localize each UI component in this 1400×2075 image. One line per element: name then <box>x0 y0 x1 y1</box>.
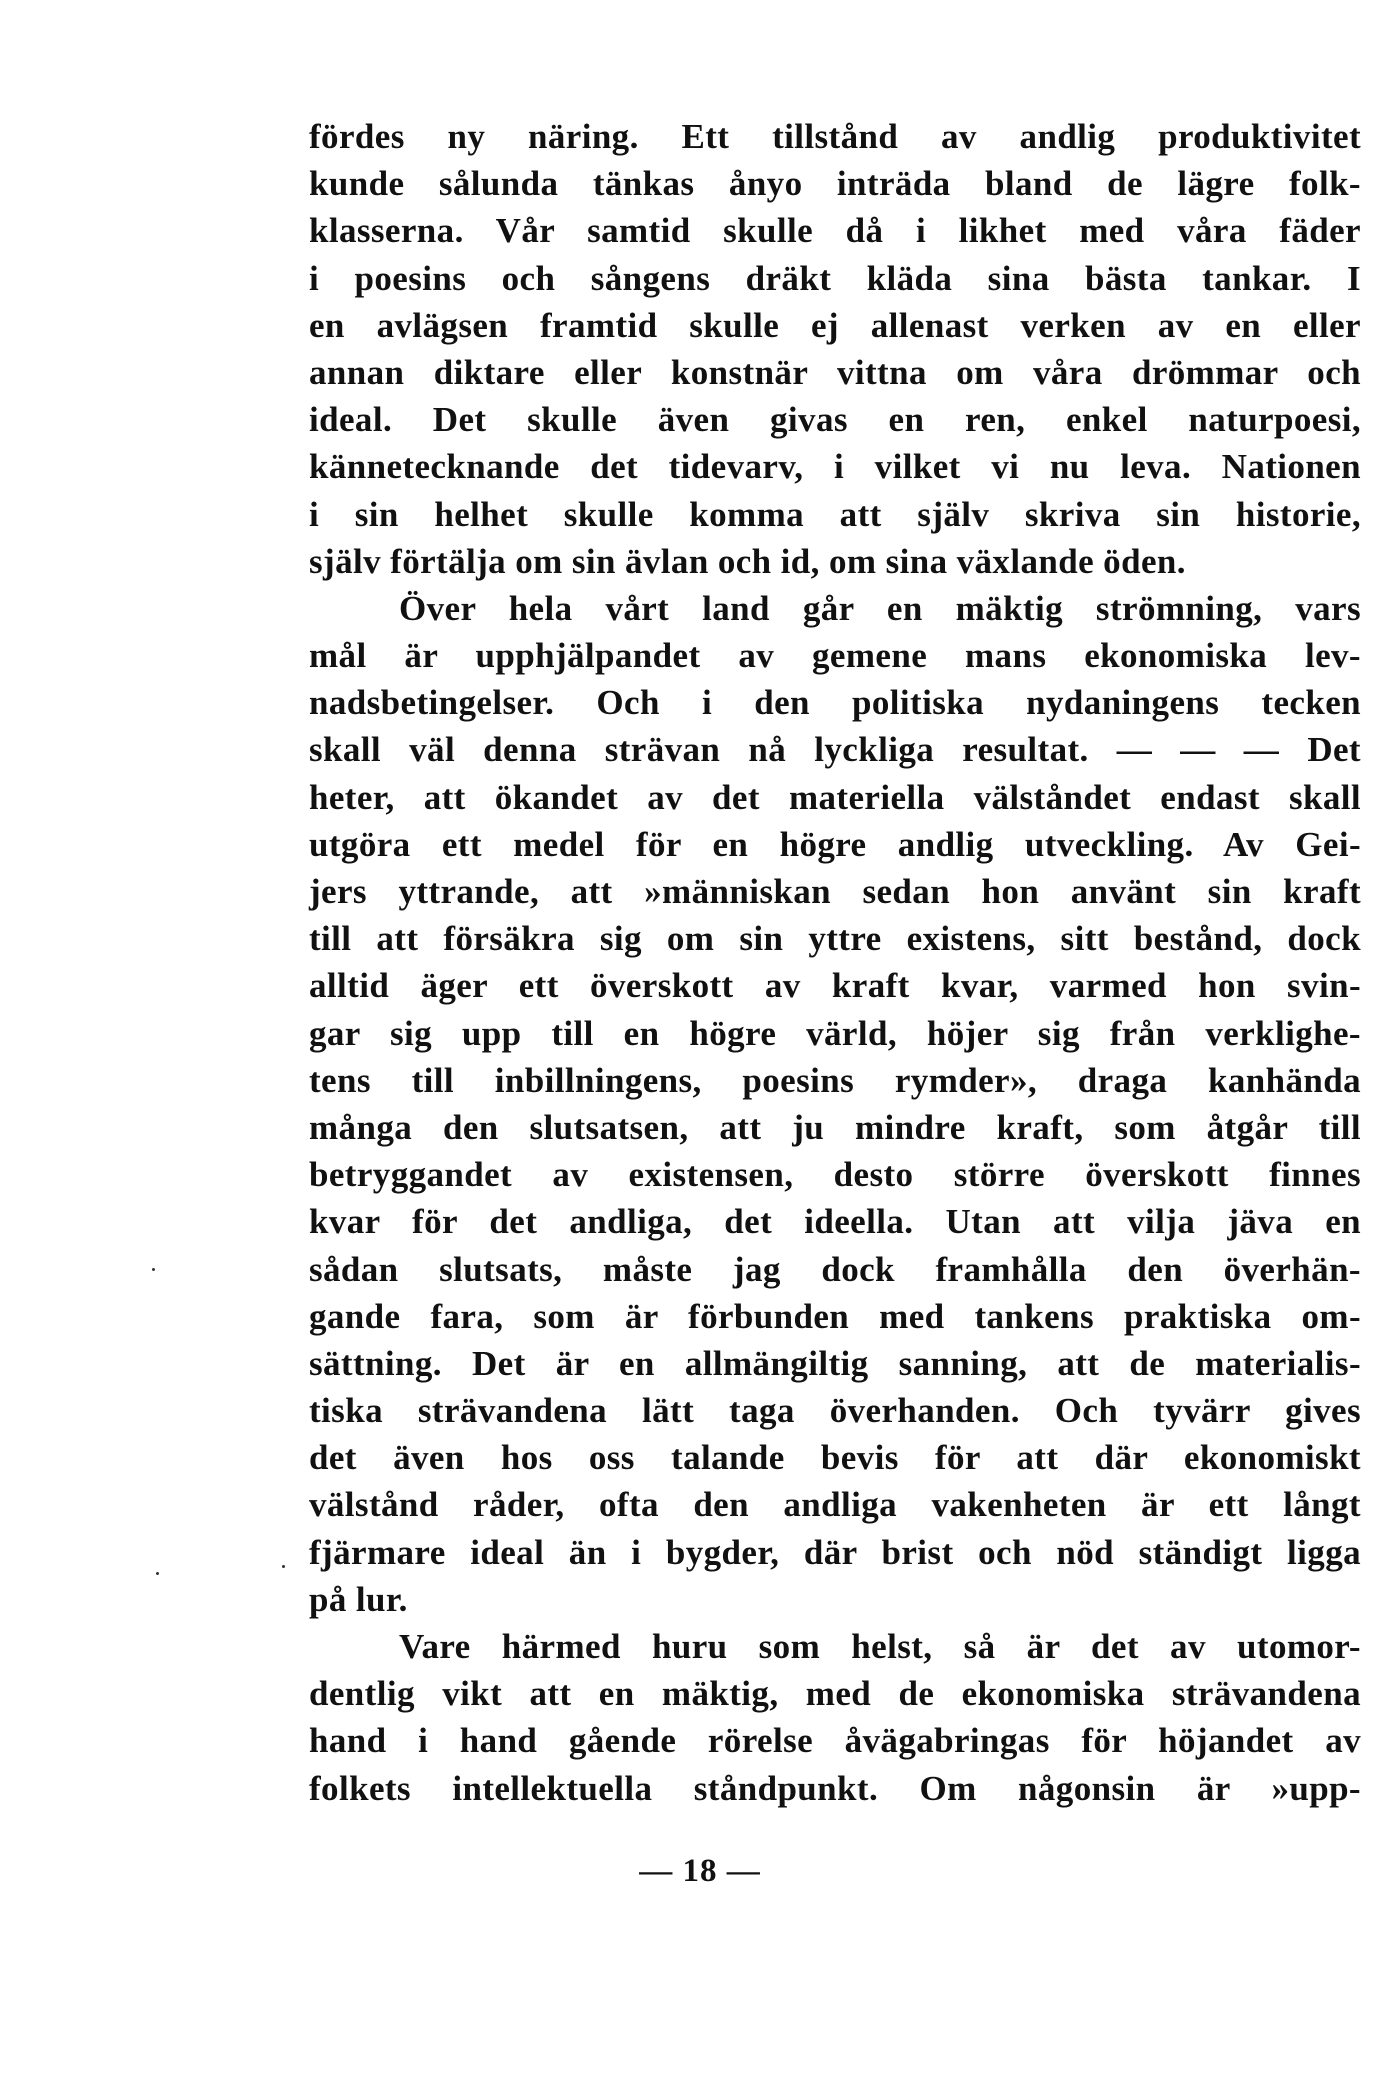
scan-speck <box>156 1572 159 1575</box>
text-line: mål är upphjälpandet av gemene mans ekonomiska lev- <box>309 636 1361 676</box>
text-line: klasserna. Vår samtid skulle då i likhet med våra fäder <box>309 211 1361 251</box>
text-line: sådan slutsats, måste jag dock framhålla den överhän- <box>309 1249 1361 1289</box>
scan-speck <box>282 1565 285 1568</box>
text-line: heter, att ökandet av det materiella välståndet endast skall <box>309 777 1361 817</box>
text-line: kännetecknande det tidevarv, i vilket vi nu leva. Nationen <box>309 447 1361 487</box>
text-line: hand i hand gående rörelse åvägabringas för höjandet av <box>309 1721 1361 1761</box>
text-line: ideal. Det skulle även givas en ren, enkel naturpoesi, <box>309 400 1361 440</box>
text-line: i sin helhet skulle komma att själv skriva sin historie, <box>309 494 1361 534</box>
text-line: kvar för det andliga, det ideella. Utan att vilja jäva en <box>309 1202 1361 1242</box>
text-line: gar sig upp till en högre värld, höjer sig från verklighe- <box>309 1013 1361 1053</box>
text-line: utgöra ett medel för en högre andlig utveckling. Av Gei- <box>309 824 1361 864</box>
text-line: kunde sålunda tänkas ånyo inträda bland de lägre folk- <box>309 164 1361 204</box>
text-line: i poesins och sångens dräkt kläda sina bästa tankar. I <box>309 258 1361 298</box>
text-line: till att försäkra sig om sin yttre existens, sitt bestånd, dock <box>309 919 1361 959</box>
text-line: på lur. <box>309 1579 408 1619</box>
text-line: nadsbetingelser. Och i den politiska nydaningens tecken <box>309 683 1361 723</box>
text-line: tens till inbillningens, poesins rymder», draga kanhända <box>309 1060 1361 1100</box>
text-line: folkets intellektuella ståndpunkt. Om någonsin är »upp- <box>309 1768 1361 1808</box>
text-line: gande fara, som är förbunden med tankens praktiska om- <box>309 1296 1361 1336</box>
text-line: jers yttrande, att »människan sedan hon använt sin kraft <box>309 872 1361 911</box>
scan-speck <box>152 1268 155 1271</box>
text-line: själv förtälja om sin ävlan och id, om sina växlande öden. <box>309 541 1186 581</box>
text-line: Över hela vårt land går en mäktig strömning, vars <box>399 588 1361 628</box>
text-line: betryggandet av existensen, desto större överskott finnes <box>309 1155 1361 1195</box>
text-line: det även hos oss talande bevis för att där ekonomiskt <box>309 1438 1361 1478</box>
text-line: skall väl denna strävan nå lyckliga resultat. — — — Det <box>309 730 1361 770</box>
text-line: tiska strävandena lätt taga överhanden. Och tyvärr gives <box>309 1391 1361 1431</box>
text-line: fördes ny näring. Ett tillstånd av andlig produktivitet <box>309 117 1361 156</box>
text-line: dentlig vikt att en mäktig, med de ekonomiska strävandena <box>309 1674 1361 1714</box>
page-number: — 18 — <box>639 1853 761 1889</box>
text-line: fjärmare ideal än i bygder, där brist och nöd ständigt ligga <box>309 1532 1361 1572</box>
text-line: många den slutsatsen, att ju mindre kraft, som åtgår till <box>309 1107 1361 1147</box>
text-line: sättning. Det är en allmängiltig sanning, att de materialis- <box>309 1343 1361 1383</box>
text-line: en avlägsen framtid skulle ej allenast verken av en eller <box>309 305 1361 345</box>
text-line: välstånd råder, ofta den andliga vakenheten är ett långt <box>309 1485 1361 1525</box>
text-line: Vare härmed huru som helst, så är det av utomor- <box>399 1627 1361 1666</box>
text-line: annan diktare eller konstnär vittna om våra drömmar och <box>309 352 1361 392</box>
text-line: alltid äger ett överskott av kraft kvar, varmed hon svin- <box>309 966 1361 1006</box>
body-text <box>309 113 1361 1812</box>
